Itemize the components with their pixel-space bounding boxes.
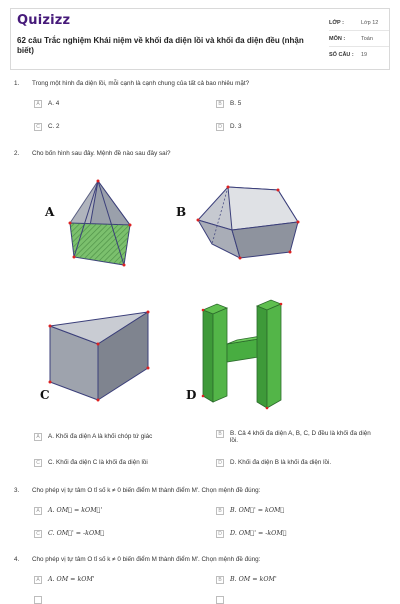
option-3a[interactable] xyxy=(34,507,102,515)
question-text: Trong một hình đa diện lồi, mỗi cạnh là cạnh chung của tất cả bao nhiêu mặt? xyxy=(32,80,250,87)
option-label: D. Khối đa diện B là khối đa diện lồi. xyxy=(230,459,332,466)
figure-label-d: D xyxy=(186,388,197,402)
option-label: B. Cả 4 khối đa diện A, B, C, D đều là khối đa diện lồi. xyxy=(230,430,371,444)
option-4a[interactable] xyxy=(34,576,95,584)
meta-key: SỐ CÂU : xyxy=(329,51,354,58)
option-key-box: D xyxy=(216,459,224,467)
figure-label-a: A xyxy=(45,205,55,219)
option-label: B. OM = kOM' xyxy=(230,576,277,583)
option-4c-partial[interactable] xyxy=(34,596,48,604)
option-3c[interactable] xyxy=(34,530,104,538)
option-key-box: B xyxy=(216,576,224,584)
option-key-box: A xyxy=(34,576,42,584)
option-key-box: A xyxy=(34,507,42,515)
option-label: D. 3 xyxy=(230,123,242,130)
option-4b[interactable] xyxy=(216,576,277,584)
option-2a[interactable] xyxy=(34,433,152,441)
figure-label-c: C xyxy=(40,388,50,402)
option-label: A. Khối đa diện A là khối chóp tứ giác xyxy=(48,433,153,440)
option-label: A. 4 xyxy=(48,100,60,107)
option-label: A. OM⃗ = kOM⃗' xyxy=(48,507,103,514)
question-text: Cho bốn hình sau đây. Mệnh đề nào sau đây sai? xyxy=(32,150,171,157)
quizizz-logo: Quizizz xyxy=(17,13,71,28)
prism-figure xyxy=(48,308,158,403)
option-1d[interactable] xyxy=(216,123,242,131)
option-key-box: B xyxy=(216,430,224,438)
pyramid-figure xyxy=(60,175,140,270)
option-3d[interactable] xyxy=(216,530,287,538)
meta-row-count xyxy=(329,47,389,62)
option-key-box xyxy=(216,596,224,604)
question-number: 4. xyxy=(14,556,20,563)
worksheet-header xyxy=(10,8,390,70)
option-label: C. OM⃗' = -kOM⃗ xyxy=(48,530,105,537)
question-number: 2. xyxy=(14,150,20,157)
option-key-box: D xyxy=(216,530,224,538)
option-label: B. OM⃗' = kOM⃗ xyxy=(230,507,285,514)
option-2c[interactable] xyxy=(34,459,148,467)
option-2b[interactable] xyxy=(216,430,380,444)
meta-key: MÔN : xyxy=(329,35,346,42)
option-key-box: C xyxy=(34,459,42,467)
option-key-box: A xyxy=(34,100,42,108)
option-key-box xyxy=(34,596,42,604)
worksheet-title: 62 câu Trắc nghiệm Khái niệm về khối đa diện lồi và khối đa diện đều (nhận biết) xyxy=(17,36,304,55)
option-label: C. 2 xyxy=(48,123,60,130)
option-1c[interactable] xyxy=(34,123,60,131)
option-label: D. OM⃗' = -kOM⃗ xyxy=(230,530,287,537)
meta-value: Lớp 12 xyxy=(361,19,379,26)
option-key-box: A xyxy=(34,433,42,441)
meta-row-subject xyxy=(329,31,389,47)
option-label: B. 5 xyxy=(230,100,242,107)
option-1a[interactable] xyxy=(34,100,59,108)
option-2d[interactable] xyxy=(216,459,331,467)
option-label: C. Khối đa diện C là khối đa diện lồi xyxy=(48,459,148,466)
question-text: Cho phép vị tự tâm O tỉ số k ≠ 0 biến điểm M thành điểm M'. Chọn mệnh đề đúng: xyxy=(32,556,261,563)
option-key-box: B xyxy=(216,507,224,515)
option-key-box: C xyxy=(34,123,42,131)
meta-table xyxy=(329,15,389,62)
frustum-figure xyxy=(190,182,305,262)
option-1b[interactable] xyxy=(216,100,241,108)
option-4d-partial[interactable] xyxy=(216,596,230,604)
option-key-box: C xyxy=(34,530,42,538)
meta-value: Toán xyxy=(361,35,373,42)
h-shape-figure xyxy=(195,298,295,413)
question-number: 1. xyxy=(14,80,20,87)
option-3b[interactable] xyxy=(216,507,284,515)
question-number: 3. xyxy=(14,487,20,494)
meta-row-grade xyxy=(329,15,389,31)
option-key-box: D xyxy=(216,123,224,131)
option-key-box: B xyxy=(216,100,224,108)
option-label: A. OM = kOM' xyxy=(48,576,95,583)
question-text: Cho phép vị tự tâm O tỉ số k ≠ 0 biến điểm M thành điểm M'. Chọn mệnh đề đúng: xyxy=(32,487,261,494)
figure-label-b: B xyxy=(176,205,187,219)
meta-value: 19 xyxy=(361,51,368,58)
meta-key: LỚP : xyxy=(329,19,344,26)
